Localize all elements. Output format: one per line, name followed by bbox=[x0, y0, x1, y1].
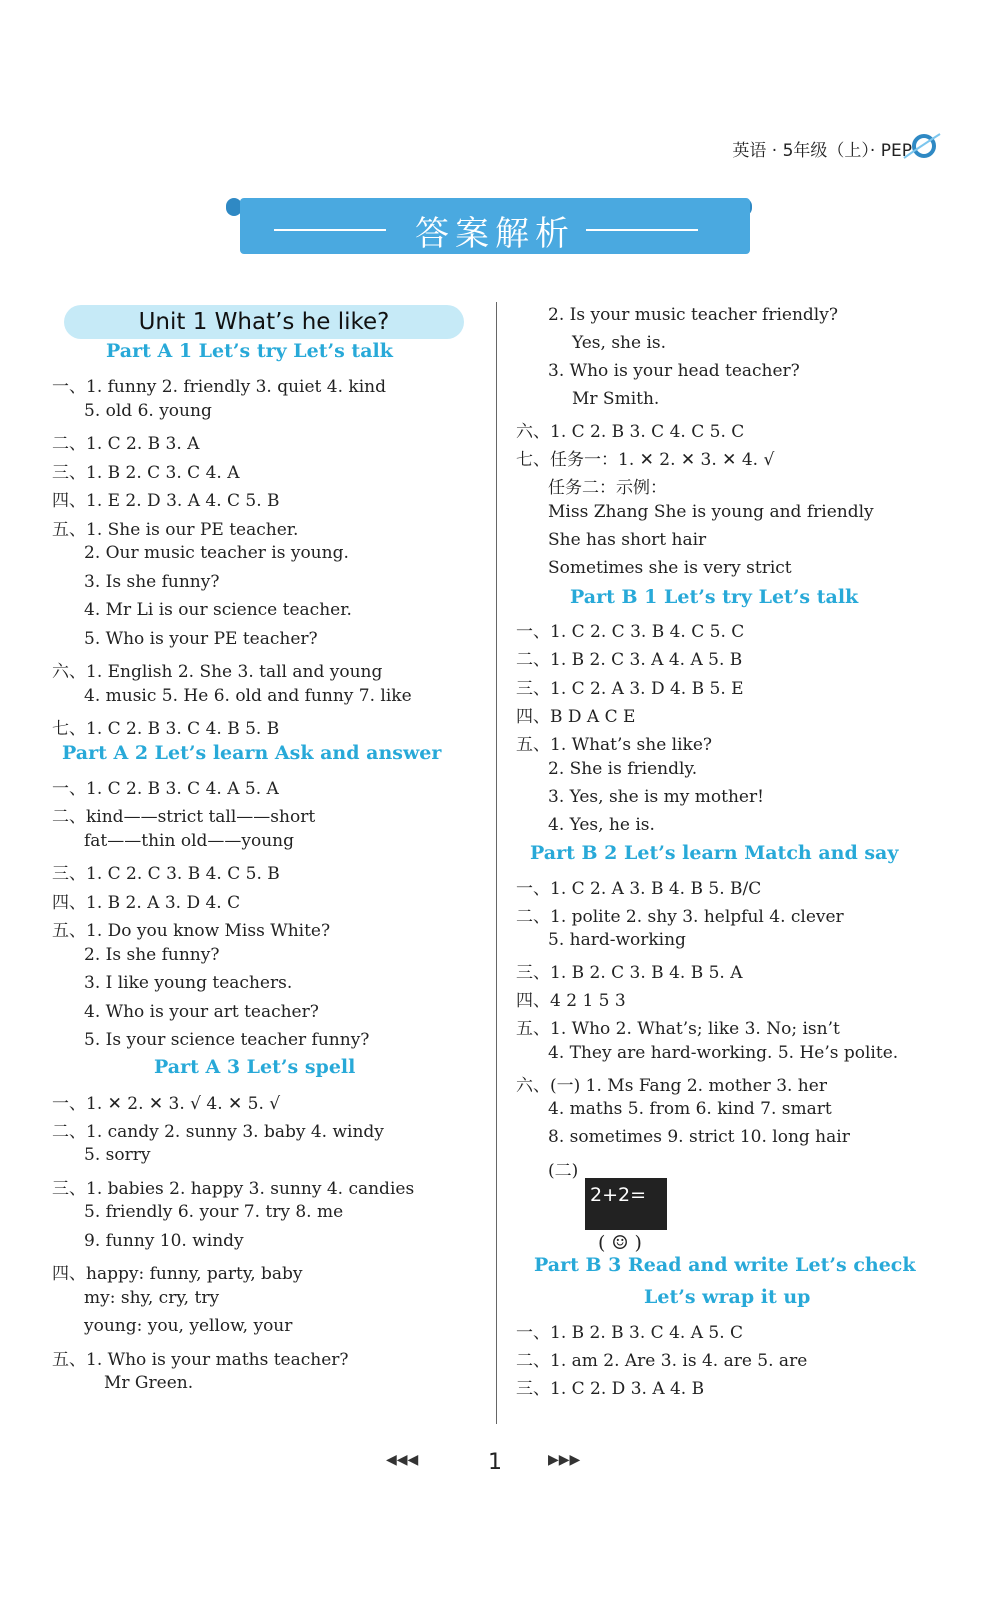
blackboard-text: 2+2= bbox=[590, 1184, 647, 1206]
answer-line: 2. Is your music teacher friendly? bbox=[548, 305, 838, 325]
section-part-b2: Part B 2 Let’s learn Match and say bbox=[530, 842, 899, 864]
answer-line: 二、kind——strict tall——short bbox=[52, 807, 316, 827]
answer-line: 一、1. C 2. B 3. C 4. A 5. A bbox=[52, 779, 279, 799]
answer-line: 六、(一) 1. Ms Fang 2. mother 3. her bbox=[516, 1076, 827, 1096]
answer-line: 二、1. polite 2. shy 3. helpful 4. clever bbox=[516, 907, 844, 927]
answer-line: 4. maths 5. from 6. kind 7. smart bbox=[548, 1099, 832, 1119]
header-subject-tag: 英语 · 5年级（上）· PEP bbox=[732, 141, 912, 161]
answer-line: 四、happy: funny, party, baby bbox=[52, 1264, 303, 1284]
answer-line: She has short hair bbox=[548, 530, 707, 550]
answer-line: 七、任务一：1. ✕ 2. ✕ 3. ✕ 4. √ bbox=[516, 450, 775, 470]
swirl-logo-icon bbox=[902, 128, 942, 164]
answer-line: 一、1. ✕ 2. ✕ 3. √ 4. ✕ 5. √ bbox=[52, 1094, 281, 1114]
answer-line: 四、B D A C E bbox=[516, 707, 636, 727]
column-divider bbox=[496, 302, 497, 1424]
answer-line: 五、1. She is our PE teacher. bbox=[52, 520, 299, 540]
answer-line: Sometimes she is very strict bbox=[548, 558, 792, 578]
answer-line: 二、1. B 2. C 3. A 4. A 5. B bbox=[516, 650, 743, 670]
answer-line: 9. funny 10. windy bbox=[84, 1231, 244, 1251]
answer-line: 四、4 2 1 5 3 bbox=[516, 991, 626, 1011]
answer-line: 三、1. B 2. C 3. B 4. B 5. A bbox=[516, 963, 743, 983]
banner-title: 答案解析 bbox=[415, 214, 575, 254]
answer-line: Miss Zhang She is young and friendly bbox=[548, 502, 874, 522]
smiley-answer: ( ☺ ) bbox=[598, 1232, 642, 1254]
answer-line: 六、1. C 2. B 3. C 4. C 5. C bbox=[516, 422, 745, 442]
section-part-a1: Part A 1 Let’s try Let’s talk bbox=[106, 340, 393, 362]
answer-line: 五、1. What’s she like? bbox=[516, 735, 713, 755]
answer-line: 2. Our music teacher is young. bbox=[84, 543, 349, 563]
answer-line: 5. hard-working bbox=[548, 930, 686, 950]
banner-line-right bbox=[586, 229, 698, 231]
answer-line: 二、1. C 2. B 3. A bbox=[52, 434, 200, 454]
answer-line: 六、1. English 2. She 3. tall and young bbox=[52, 662, 383, 682]
unit-title: Unit 1 What’s he like? bbox=[64, 305, 464, 339]
answer-line: 5. friendly 6. your 7. try 8. me bbox=[84, 1202, 344, 1222]
answer-line: 4. Who is your art teacher? bbox=[84, 1002, 319, 1022]
answer-line: 3. Who is your head teacher? bbox=[548, 361, 800, 381]
answer-line: Yes, she is. bbox=[572, 333, 667, 353]
answer-line: 三、1. B 2. C 3. C 4. A bbox=[52, 463, 240, 483]
answer-line: 二、1. am 2. Are 3. is 4. are 5. are bbox=[516, 1351, 808, 1371]
section-part-a3: Part A 3 Let’s spell bbox=[154, 1056, 356, 1078]
answer-line: (二) bbox=[548, 1161, 579, 1181]
answer-line: 5. sorry bbox=[84, 1145, 151, 1165]
answer-line: 3. I like young teachers. bbox=[84, 973, 293, 993]
answer-line: fat——thin old——young bbox=[84, 831, 295, 851]
answer-line: 4. They are hard-working. 5. He’s polite. bbox=[548, 1043, 899, 1063]
answer-banner bbox=[240, 198, 750, 254]
prev-page-arrows[interactable]: ◀◀◀ bbox=[386, 1452, 419, 1468]
answer-line: 一、1. C 2. A 3. B 4. B 5. B/C bbox=[516, 879, 762, 899]
answer-line: my: shy, cry, try bbox=[84, 1288, 220, 1308]
answer-line: 8. sometimes 9. strict 10. long hair bbox=[548, 1127, 850, 1147]
next-page-arrows[interactable]: ▶▶▶ bbox=[548, 1452, 581, 1468]
answer-line: 2. She is friendly. bbox=[548, 759, 698, 779]
answer-line: 二、1. candy 2. sunny 3. baby 4. windy bbox=[52, 1122, 384, 1142]
banner-line-left bbox=[274, 229, 386, 231]
answer-line: 三、1. babies 2. happy 3. sunny 4. candies bbox=[52, 1179, 415, 1199]
answer-line: 5. Is your science teacher funny? bbox=[84, 1030, 370, 1050]
answer-line: 五、1. Who is your maths teacher? bbox=[52, 1350, 349, 1370]
answer-line: 一、1. C 2. C 3. B 4. C 5. C bbox=[516, 622, 745, 642]
answer-line: Mr Green. bbox=[104, 1373, 194, 1393]
answer-line: 3. Is she funny? bbox=[84, 572, 220, 592]
answer-line: 5. old 6. young bbox=[84, 401, 212, 421]
answer-line: 五、1. Who 2. What’s; like 3. No; isn’t bbox=[516, 1019, 840, 1039]
answer-line: 三、1. C 2. A 3. D 4. B 5. E bbox=[516, 679, 744, 699]
answer-line: 三、1. C 2. D 3. A 4. B bbox=[516, 1379, 705, 1399]
answer-line: 4. music 5. He 6. old and funny 7. like bbox=[84, 686, 412, 706]
answer-line: 任务二：示例： bbox=[548, 478, 667, 498]
section-part-b1: Part B 1 Let’s try Let’s talk bbox=[570, 586, 859, 608]
answer-line: 一、1. funny 2. friendly 3. quiet 4. kind bbox=[52, 377, 386, 397]
section-part-b3: Part B 3 Read and write Let’s check bbox=[534, 1254, 916, 1276]
answer-line: 五、1. Do you know Miss White? bbox=[52, 921, 331, 941]
answer-line: 一、1. B 2. B 3. C 4. A 5. C bbox=[516, 1323, 744, 1343]
answer-line: 2. Is she funny? bbox=[84, 945, 220, 965]
answer-line: Mr Smith. bbox=[572, 389, 660, 409]
section-wrap-up: Let’s wrap it up bbox=[644, 1286, 811, 1308]
answer-line: 三、1. C 2. C 3. B 4. C 5. B bbox=[52, 864, 280, 884]
answer-line: 四、1. E 2. D 3. A 4. C 5. B bbox=[52, 491, 280, 511]
answer-line: young: you, yellow, your bbox=[84, 1316, 293, 1336]
answer-line: 4. Mr Li is our science teacher. bbox=[84, 600, 352, 620]
answer-line: 3. Yes, she is my mother! bbox=[548, 787, 764, 807]
section-part-a2: Part A 2 Let’s learn Ask and answer bbox=[62, 742, 442, 764]
answer-line: 七、1. C 2. B 3. C 4. B 5. B bbox=[52, 719, 280, 739]
page-number: 1 bbox=[488, 1450, 502, 1475]
answer-line: 4. Yes, he is. bbox=[548, 815, 655, 835]
answer-line: 5. Who is your PE teacher? bbox=[84, 629, 318, 649]
answer-line: 四、1. B 2. A 3. D 4. C bbox=[52, 893, 241, 913]
